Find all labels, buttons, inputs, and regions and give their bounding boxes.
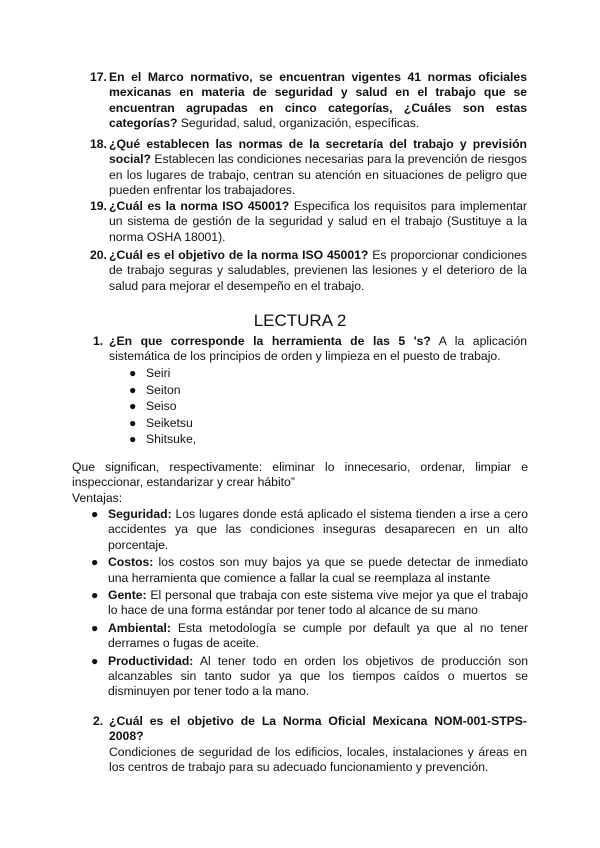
question-number: 19. (90, 199, 107, 213)
lectura-question-2 (90, 714, 527, 776)
question-number: 1. (93, 334, 104, 348)
section-title: LECTURA 2 (253, 311, 347, 330)
bullet-icon: ● (129, 415, 137, 430)
ventajas-label: Ventajas: (72, 491, 123, 505)
list-item (129, 366, 429, 383)
question-text: ¿Qué establecen las normas de la secretaría del trabajo y previsión social? (109, 137, 527, 167)
item-term: Productividad: (108, 653, 194, 668)
bullet-icon: ● (91, 555, 99, 570)
list-item (129, 416, 429, 433)
question-number: 2. (93, 714, 104, 728)
item-term: Gente: (108, 588, 147, 603)
item-text: Al tener todo en orden los objetivos de producción son alcanzables sin tanto sudor ya que los tiempos caídos o muertos se disminuyen por tener todo a la mano. (108, 653, 528, 699)
question-text: ¿Cuál es el objetivo de la norma ISO 45001? (109, 248, 369, 262)
question-number: 17. (90, 70, 107, 84)
list-item (129, 399, 429, 416)
bullet-icon: ● (91, 588, 99, 603)
answer-text: Condiciones de seguridad de los edificios, locales, instalaciones y áreas en los centros de trabajo para su adecuado funcionamiento y prevención. (109, 744, 527, 775)
list-item-label: Shitsuke, (146, 432, 197, 447)
question-18 (90, 137, 527, 199)
list-item-label: Seiton (146, 382, 181, 397)
item-text: los costos son muy bajos ya que se puede detectar de inmediato una herramienta que comience a fallar la cual se reemplaza al instante (108, 555, 528, 585)
bullet-icon: ● (91, 620, 99, 635)
lectura-question-1 (90, 334, 527, 365)
question-17 (90, 70, 527, 132)
list-item (91, 654, 528, 700)
list-item-label: Seiso (146, 399, 177, 414)
list-item (129, 383, 429, 400)
question-20 (90, 248, 527, 294)
list-item-label: Seiri (146, 366, 171, 380)
item-text: Los lugares donde está aplicado el sistema tienden a irse a cero accidentes ya que las condiciones inseguras desaparecen en un alto porcentaje. (108, 507, 528, 552)
bullet-icon: ● (129, 399, 137, 414)
bullet-icon: ● (129, 432, 137, 447)
question-text: ¿En que corresponde la herramienta de las 5 's? (109, 334, 431, 348)
list-item (91, 588, 528, 619)
ventajas-list (91, 507, 528, 702)
answer-text: Es proporcionar condiciones de trabajo seguras y saludables, previenen las lesiones y el deterioro de la salud para mejorar el desempeño en el trabajo. (109, 248, 527, 293)
item-text: El personal que trabaja con este sistema vive mejor ya que el trabajo lo hace de una forma estándar por tener todo al alcance de su mano (108, 588, 528, 618)
bullet-icon: ● (91, 653, 99, 668)
list-item (91, 555, 528, 586)
list-item (91, 621, 528, 652)
item-term: Ambiental: (108, 620, 171, 635)
bullet-icon: ● (129, 382, 137, 397)
question-text: En el Marco normativo, se encuentran vigentes 41 normas oficiales mexicanas en materia de seguridad y salud en el trabajo que se encuentran agrupadas en cinco categorías, ¿Cuáles son estas categorías? (109, 70, 527, 131)
item-text: Esta metodología se cumple por default ya que al no tener derrames o fugas de aceite. (108, 620, 528, 651)
list-item-label: Seiketsu (146, 415, 193, 430)
bullet-icon: ● (129, 366, 137, 380)
answer-text: Seguridad, salud, organización, específicas. (177, 116, 420, 131)
answer-text: A la aplicación sistemática de los principios de orden y limpieza en el puesto de trabajo. (109, 334, 527, 364)
item-term: Seguridad: (108, 507, 172, 521)
question-number: 18. (90, 137, 107, 151)
bullet-icon: ● (91, 507, 99, 521)
question-text: ¿Cuál es la norma ISO 45001? (109, 199, 290, 213)
question-19 (90, 199, 527, 245)
item-term: Costos: (108, 555, 154, 570)
question-number: 20. (90, 248, 107, 262)
list-item (91, 507, 528, 553)
answer-text: Establecen las condiciones necesarias para la prevención de riesgos en los lugares de trabajo, centran su atención en situaciones de peligro que pueden enfrentar los trabajadores. (109, 152, 528, 198)
question-text: ¿Cuál es el objetivo de La Norma Oficial Mexicana NOM-001-STPS-2008? (109, 714, 527, 744)
meaning-paragraph: Que significan, respectivamente: eliminar lo innecesario, ordenar, limpiar e inspeccionar, estandarizar y crear hábito” (72, 460, 528, 490)
answer-text: Especifica los requisitos para implementar un sistema de gestión de la seguridad y salud en el trabajo (Sustituye a la norma OSHA 18001). (109, 199, 527, 244)
list-item (129, 432, 429, 449)
five-s-list (129, 366, 429, 449)
